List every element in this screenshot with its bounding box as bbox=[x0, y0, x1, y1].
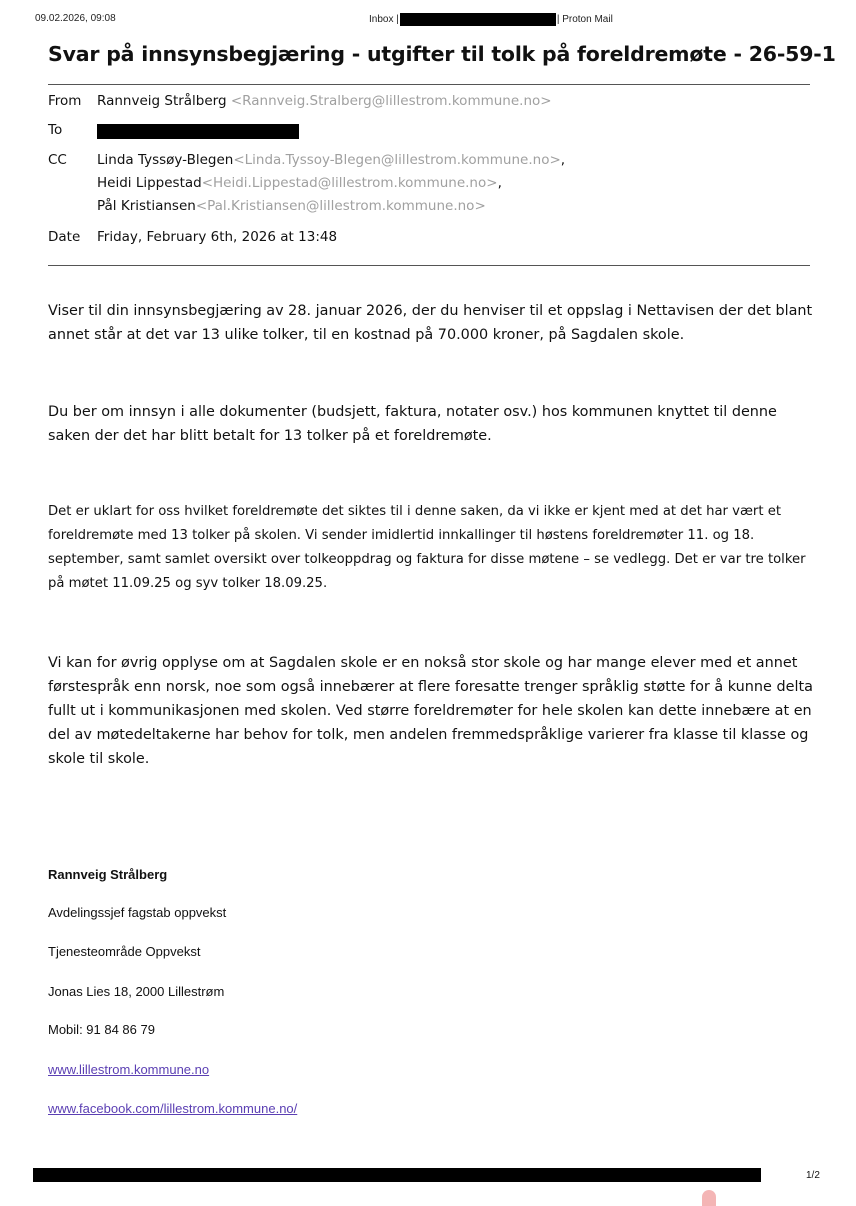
cc-address: <Pal.Kristiansen@lillestrom.kommune.no> bbox=[195, 198, 486, 214]
print-datetime: 09.02.2026, 09:08 bbox=[35, 13, 116, 24]
date-value: Friday, February 6th, 2026 at 13:48 bbox=[97, 229, 338, 245]
signature-name: Rannveig Strålberg bbox=[48, 867, 168, 882]
cc-name: Pål Kristiansen bbox=[97, 198, 196, 214]
email-subject: Svar på innsynsbegjæring - utgifter til tolk på foreldremøte - 26-59-1 bbox=[48, 42, 836, 66]
divider bbox=[48, 265, 810, 266]
from-address: <Rannveig.Stralberg@lillestrom.kommune.no> bbox=[230, 93, 552, 109]
body-paragraph: Det er uklart for oss hvilket foreldremøte det siktes til i denne saken, da vi ikke er kjent med at det har vært et foreldremøte med 13 tolker på skolen. Vi sender imidlertid innkallinger til høstens foreldremøter 11. og 18. september, samt samlet oversikt over tolkeoppdrag og faktura for disse møtene – se vedlegg. Det er var tre tolker på møtet 11.09.25 og syv tolker 18.09.25. bbox=[48, 504, 806, 591]
cc-separator: , bbox=[497, 175, 502, 191]
from-name: Rannveig Strålberg bbox=[97, 93, 227, 109]
body-paragraph: Viser til din innsynsbegjæring av 28. januar 2026, der du henviser til et oppslag i Nettavisen der det blant annet står at det var 13 ulike tolker, til en kostnad på 70.000 kroner, på Sagdalen skole. bbox=[48, 303, 813, 343]
cc-name: Linda Tyssøy-Blegen bbox=[97, 152, 234, 168]
date-label: Date bbox=[48, 229, 81, 245]
to-value bbox=[97, 124, 299, 143]
cc-separator: , bbox=[560, 152, 566, 168]
cc-address: <Heidi.Lippestad@lillestrom.kommune.no> bbox=[201, 175, 498, 191]
cc-label: CC bbox=[48, 152, 67, 168]
cc-entry bbox=[97, 198, 486, 214]
redacted-footer bbox=[33, 1168, 761, 1182]
body-paragraph: Vi kan for øvrig opplyse om at Sagdalen skole er en nokså stor skole og har mange elever med et annet førstespråk enn norsk, noe som også innebærer at flere foresatte trenger språklig støtte for å kunne delta fullt ut i kommunikasjonen med skolen. Ved større foreldremøter for hele skolen kan dette innebære at en del av møtedeltakerne har behov for tolk, men andelen fremmedspråklige varierer fra klasse til klasse og skole til skole. bbox=[48, 655, 813, 767]
signature-department: Tjenesteområde Oppvekst bbox=[48, 944, 201, 959]
cc-address: <Linda.Tyssoy-Blegen@lillestrom.kommune.no> bbox=[233, 152, 561, 168]
signature-address: Jonas Lies 18, 2000 Lillestrøm bbox=[48, 984, 225, 999]
redacted-block bbox=[400, 13, 556, 26]
print-folder: Inbox | bbox=[369, 14, 399, 25]
decorative-mark bbox=[702, 1190, 716, 1206]
divider bbox=[48, 84, 810, 85]
print-header-center bbox=[369, 13, 613, 26]
signature-title: Avdelingssjef fagstab oppvekst bbox=[48, 905, 227, 920]
signature-phone: Mobil: 91 84 86 79 bbox=[48, 1022, 155, 1037]
cc-entry bbox=[97, 152, 565, 168]
cc-name: Heidi Lippestad bbox=[97, 175, 202, 191]
body-paragraph: Du ber om innsyn i alle dokumenter (budsjett, faktura, notater osv.) hos kommunen knyttet til denne saken der det har blitt betalt for 13 tolker på et foreldremøte. bbox=[48, 404, 777, 444]
cc-entry bbox=[97, 175, 502, 191]
from-label: From bbox=[48, 93, 82, 109]
facebook-link[interactable]: www.facebook.com/lillestrom.kommune.no/ bbox=[48, 1101, 298, 1116]
to-label: To bbox=[48, 122, 63, 138]
page-number: 1/2 bbox=[806, 1170, 820, 1181]
from-value bbox=[97, 93, 552, 109]
website-link[interactable]: www.lillestrom.kommune.no bbox=[48, 1062, 210, 1077]
redacted-block bbox=[97, 124, 299, 139]
print-app: | Proton Mail bbox=[556, 14, 613, 25]
